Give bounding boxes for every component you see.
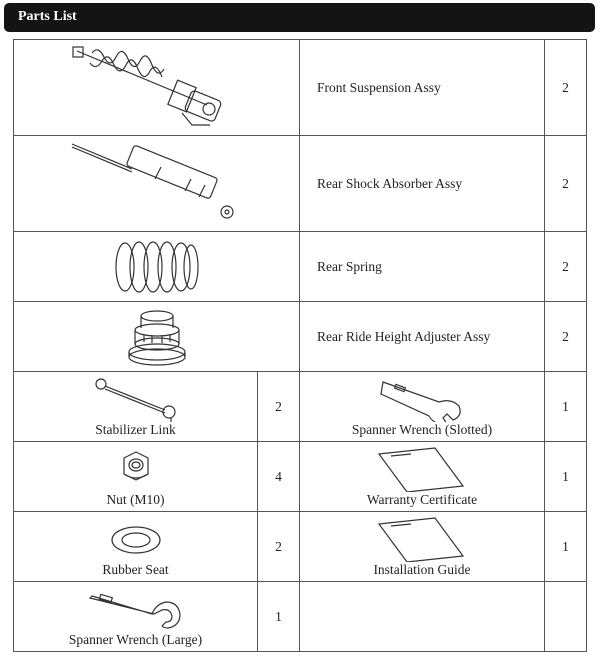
part-qty: 2 (545, 232, 587, 302)
large-wrench-cell (14, 582, 258, 652)
height-adjuster-icon (122, 306, 192, 368)
part-name: Rear Ride Height Adjuster Assy (300, 302, 545, 372)
part-name: Installation Guide (373, 562, 471, 577)
certificate-icon (377, 446, 467, 492)
part-name: Rear Spring (300, 232, 545, 302)
large-wrench-icon (86, 586, 186, 632)
part-qty: 2 (545, 136, 587, 232)
part-qty: 2 (258, 372, 300, 442)
front-suspension-image-cell (14, 40, 300, 136)
part-qty: 2 (258, 512, 300, 582)
part-name: Nut (M10) (106, 492, 165, 507)
table-row (14, 40, 587, 136)
rear-spring-image-cell (14, 232, 300, 302)
height-adjuster-image-cell (14, 302, 300, 372)
rubber-seat-cell (14, 512, 258, 582)
table-row (14, 302, 587, 372)
table-row (14, 582, 587, 652)
part-qty: 1 (545, 512, 587, 582)
header-title: Parts List (18, 9, 77, 24)
slotted-wrench-icon (377, 376, 467, 422)
part-qty: 1 (545, 442, 587, 512)
part-name: Spanner Wrench (Slotted) (351, 422, 493, 437)
table-row (14, 442, 587, 512)
table-row (14, 136, 587, 232)
table-row (14, 372, 587, 442)
guide-icon (377, 516, 467, 562)
certificate-cell (300, 442, 545, 512)
nut-cell (14, 442, 258, 512)
part-qty: 1 (258, 582, 300, 652)
part-name: Spanner Wrench (Large) (68, 632, 203, 647)
table-row (14, 232, 587, 302)
part-name: Rear Shock Absorber Assy (300, 136, 545, 232)
part-name: Front Suspension Assy (300, 40, 545, 136)
guide-cell (300, 512, 545, 582)
part-qty: 2 (545, 40, 587, 136)
part-name: Warranty Certificate (366, 492, 478, 507)
parts-table (13, 39, 587, 652)
parts-list-header (4, 3, 595, 32)
stabilizer-link-icon (91, 376, 181, 422)
empty-cell (545, 582, 587, 652)
rear-spring-icon (107, 236, 207, 298)
part-qty: 4 (258, 442, 300, 512)
stabilizer-link-cell (14, 372, 258, 442)
nut-icon (113, 446, 159, 492)
slotted-wrench-cell (300, 372, 545, 442)
part-name: Rubber Seat (102, 562, 169, 577)
rear-shock-icon (57, 139, 257, 229)
part-qty: 1 (545, 372, 587, 442)
table-row (14, 512, 587, 582)
front-suspension-icon (57, 43, 257, 133)
rubber-seat-icon (106, 516, 166, 562)
rear-shock-image-cell (14, 136, 300, 232)
empty-cell (300, 582, 545, 652)
part-qty: 2 (545, 302, 587, 372)
part-name: Stabilizer Link (95, 422, 176, 437)
